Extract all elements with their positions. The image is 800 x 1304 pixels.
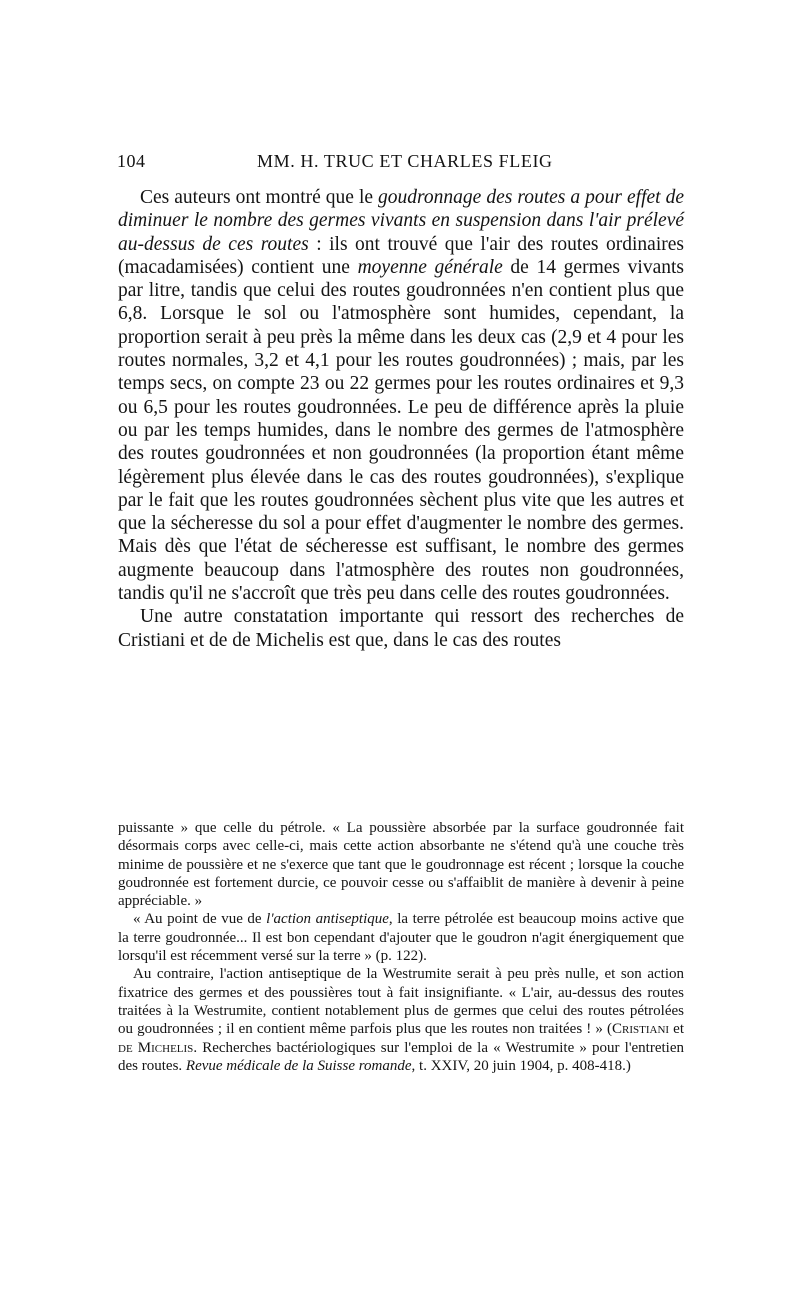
- running-head: [117, 151, 685, 175]
- footnotes: [118, 819, 684, 1075]
- n2-italic: l'action antiseptique: [266, 911, 389, 928]
- p1-text-b: : ils ont trouvé que l'air des routes ordinaires (macadamisées) contient une: [118, 233, 684, 278]
- footnote-quote: [118, 910, 684, 965]
- n3-text-c: . Recherches bactériologiques sur l'emploi de la « Westrumite » pour l'entretien des routes.: [118, 1039, 684, 1074]
- paragraph-2: Une autre constatation importante qui ressort des recherches de Cristiani et de de Michelis est que, dans le cas des routes: [118, 606, 684, 651]
- n3-text-d: , t. XXIV, 20 juin 1904, p. 408-418.): [411, 1057, 631, 1074]
- main-text: [118, 186, 684, 652]
- n3-text-a: Au contraire, l'action antiseptique de la Westrumite serait à peu près nulle, et son action fixatrice des germes et des poussières tout à fait insignifiante. « L'air, au-dessus des routes traitées à la Westrumite, contient notablement plus de germes que celui des routes pétrolées ou goudronnées ; il en contient même parfois plus que les routes non traitées ! » (: [118, 966, 684, 1038]
- footnote-continuation: puissante » que celle du pétrole. « La poussière absorbée par la surface goudronnée fait désormais corps avec celle-ci, mais cette action absorbante ne s'étend qu'à une couche très minime de poussière et ne s'exerce que tant que le goudronnage est récent ; lorsque la couche goudronnée est fortement durcie, ce pouvoir cesse ou s'affaiblit de manière à devenir à peine appréciable. »: [118, 820, 684, 910]
- page-number: 104: [117, 151, 146, 171]
- p1-italic-a: goudronnage des routes a pour effet de diminuer le nombre des germes vivants en suspension dans l'air prélevé au-dessus de ces routes: [118, 187, 684, 255]
- n2-text-b: , la terre pétrolée est beaucoup moins active que la terre goudronnée... Il est bon cependant d'ajouter que le goudron n'agit énergiquement que lorsqu'il est récemment versé sur la terre » (p. 122).: [118, 911, 684, 965]
- n2-text-a: « Au point de vue de: [133, 911, 267, 928]
- running-head-authors: MM. H. TRUC ET CHARLES FLEIG: [257, 151, 553, 171]
- n3-author-a: Cristiani: [612, 1021, 670, 1038]
- paragraph-1: [118, 186, 684, 605]
- p1-text-c: de 14 germes vivants par litre, tandis que celui des routes goudronnées n'en contient plus que 6,8. Lorsque le sol ou l'atmosphère sont humides, cependant, la proportion serait à peu près la même dans les deux cas (2,9 et 4 pour les routes normales, 3,2 et 4,1 pour les routes goudronnées) ; mais, par les temps secs, on compte 23 ou 22 germes pour les routes ordinaires et 9,3 ou 6,5 pour les routes goudronnées. Le peu de différence après la pluie ou par les temps humides, dans le nombre des germes de l'atmosphère des routes goudronnées et non goudronnées (la proportion étant même légèrement plus élevée dans le cas des routes goudronnées), s'explique par le fait que les routes goudronnées sèchent plus vite que les autres et que la sécheresse du sol a pour effet d'augmenter le nombre des germes. Mais dès que l'état de sécheresse est suffisant, le nombre des germes augmente beaucoup dans l'atmosphère des routes non goudronnées, tandis qu'il ne s'accroît que très peu dans celle des routes goudronnées.: [118, 256, 684, 605]
- p1-text-a: Ces auteurs ont montré que le: [140, 187, 379, 208]
- p1-italic-b: moyenne générale: [357, 256, 503, 278]
- n3-author-b: de Michelis: [118, 1039, 194, 1056]
- n3-text-b: et: [669, 1021, 684, 1038]
- footnote-westrumite: [118, 965, 684, 1075]
- n3-journal: Revue médicale de la Suisse romande: [185, 1057, 412, 1074]
